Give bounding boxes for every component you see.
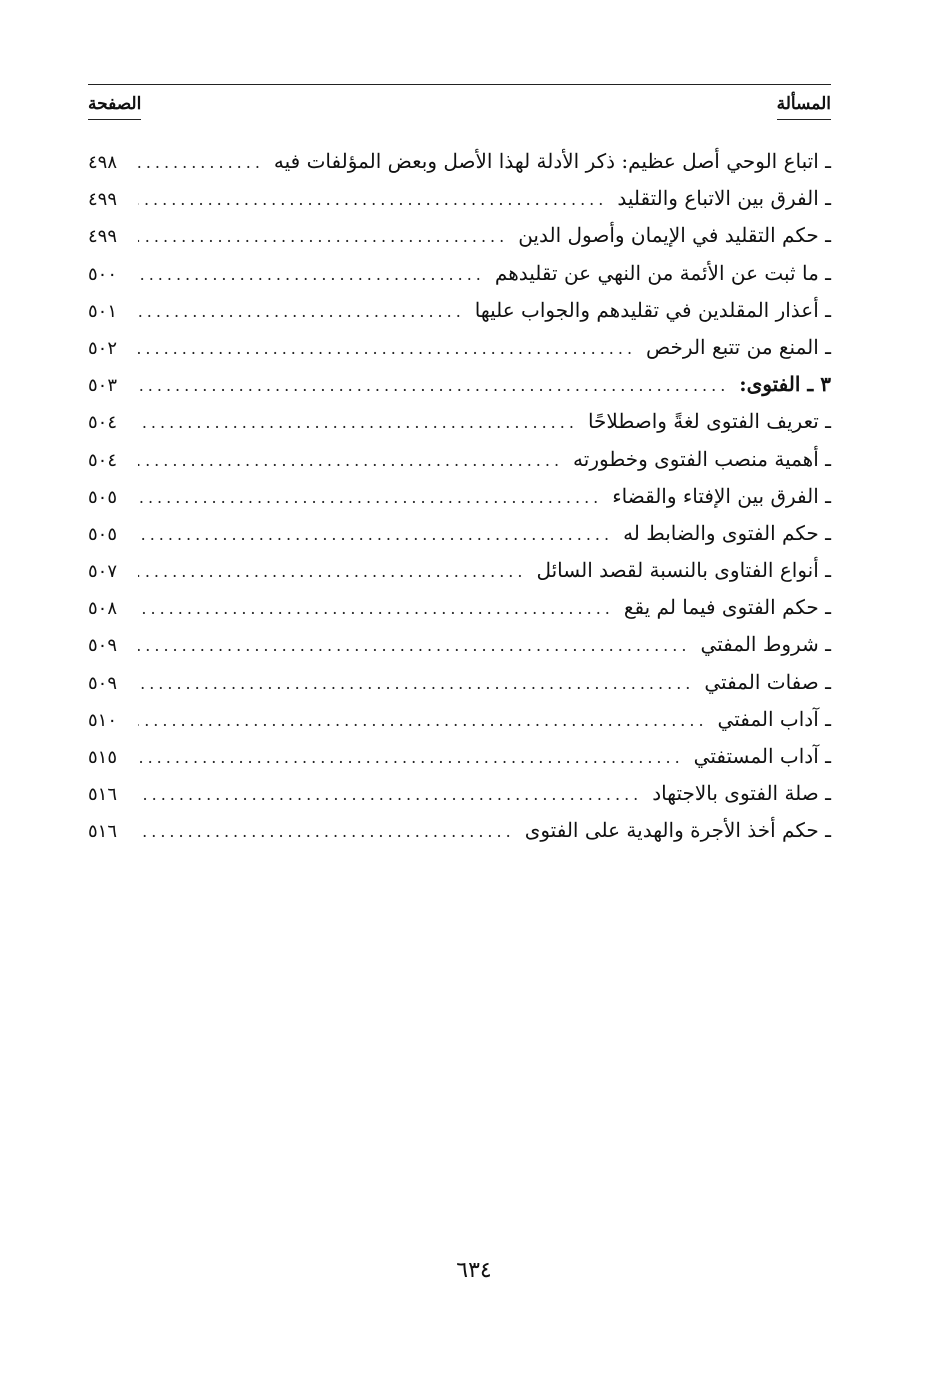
entry-title: ـ الفرق بين الاتباع والتقليد xyxy=(617,186,831,211)
dot-leader xyxy=(138,776,642,813)
toc-entry xyxy=(88,664,831,701)
entry-title: ـ أهمية منصب الفتوى وخطورته xyxy=(573,446,831,471)
page-column-label: الصفحة xyxy=(88,93,141,120)
toc-entry xyxy=(88,180,831,217)
entry-title: ـ آداب المستفتي xyxy=(693,744,831,768)
entry-title: ـ أعذار المقلدين في تقليدهم والجواب عليها xyxy=(474,297,831,322)
dot-leader xyxy=(138,256,485,293)
entry-title: ـ حكم أخذ الأجرة والهدية على الفتوى xyxy=(524,818,831,843)
entry-title: ـ حكم الفتوى والضابط له xyxy=(623,520,831,545)
toc-entry xyxy=(88,812,831,849)
entry-page-number: ٤٩٩ xyxy=(88,226,118,248)
toc-entry xyxy=(88,217,831,254)
dot-leader xyxy=(138,479,602,516)
entry-page-number: ٥٠٩ xyxy=(88,672,118,694)
toc-entry xyxy=(88,701,831,738)
dot-leader xyxy=(138,218,508,255)
page-folio-number: ٦٣٤ xyxy=(456,1258,492,1283)
dot-leader xyxy=(138,813,515,850)
toc-entry xyxy=(88,329,831,366)
toc-entry xyxy=(88,775,831,812)
dot-leader xyxy=(138,665,694,702)
entry-title: ـ صفات المفتي xyxy=(704,669,831,694)
dot-leader xyxy=(138,516,613,553)
issue-column-label: المسألة xyxy=(777,93,831,120)
toc-entry xyxy=(88,292,831,329)
entry-page-number: ٥٠٥ xyxy=(88,486,118,508)
toc-entry xyxy=(88,143,831,180)
entry-page-number: ٥٠٤ xyxy=(88,449,118,471)
toc-entry xyxy=(88,589,831,626)
toc-entry xyxy=(88,738,831,775)
entry-page-number: ٥٠٢ xyxy=(88,337,118,359)
entry-page-number: ٥٠٧ xyxy=(88,561,118,583)
dot-leader xyxy=(138,702,708,739)
dot-leader xyxy=(138,144,264,181)
section-title: ٣ ـ الفتوى: xyxy=(739,372,831,397)
entry-page-number: ٥١٥ xyxy=(88,747,118,768)
dot-leader xyxy=(138,442,563,479)
dot-leader xyxy=(138,739,684,776)
toc-entry xyxy=(88,403,831,440)
entry-title: ـ الفرق بين الإفتاء والقضاء xyxy=(612,483,831,508)
entry-title: ـ حكم التقليد في الإيمان وأصول الدين xyxy=(518,223,831,248)
entry-title: ـ ما ثبت عن الأئمة من النهي عن تقليدهم xyxy=(494,260,831,285)
toc-entry xyxy=(88,255,831,292)
toc-entry xyxy=(88,552,831,589)
entry-page-number: ٥٠٩ xyxy=(88,635,118,657)
dot-leader xyxy=(138,293,465,330)
toc-entries xyxy=(88,143,831,850)
dot-leader xyxy=(138,553,526,590)
entry-title: ـ اتباع الوحي أصل عظيم: ذكر الأدلة لهذا الأصل وبعض المؤلفات فيه xyxy=(273,149,831,173)
toc-entry xyxy=(88,626,831,663)
entry-title: ـ آداب المفتي xyxy=(717,706,831,731)
dot-leader xyxy=(138,330,636,367)
entry-page-number: ٥٠٠ xyxy=(88,263,118,285)
toc-header xyxy=(88,93,831,133)
entry-page-number: ٥٠٨ xyxy=(88,598,118,620)
entry-page-number: ٥١٦ xyxy=(88,784,118,806)
toc-entry xyxy=(88,515,831,552)
entry-page-number: ٥٠١ xyxy=(88,300,118,322)
entry-page-number: ٥١٦ xyxy=(88,821,118,843)
entry-page-number: ٥٠٤ xyxy=(88,412,118,434)
entry-page-number: ٥١٠ xyxy=(88,709,118,731)
toc-entry xyxy=(88,478,831,515)
entry-title: ـ صلة الفتوى بالاجتهاد xyxy=(652,781,831,806)
dot-leader xyxy=(138,590,614,627)
entry-page-number: ٥٠٥ xyxy=(88,523,118,545)
dot-leader xyxy=(138,367,729,404)
entry-title: ـ تعريف الفتوى لغةً واصطلاحًا xyxy=(587,409,831,434)
entry-title: ـ المنع من تتبع الرخص xyxy=(646,334,831,359)
toc-page xyxy=(88,84,831,850)
entry-page-number: ٥٠٣ xyxy=(88,375,118,397)
header-rule xyxy=(88,84,831,85)
entry-page-number: ٤٩٩ xyxy=(88,189,118,211)
dot-leader xyxy=(138,404,578,441)
entry-title: ـ أنواع الفتاوى بالنسبة لقصد السائل xyxy=(536,558,831,583)
toc-section-heading xyxy=(88,366,831,403)
entry-title: ـ حكم الفتوى فيما لم يقع xyxy=(623,595,831,620)
dot-leader xyxy=(138,181,607,218)
entry-title: ـ شروط المفتي xyxy=(700,632,831,657)
toc-entry xyxy=(88,441,831,478)
entry-page-number: ٤٩٨ xyxy=(88,152,118,173)
dot-leader xyxy=(138,627,690,664)
